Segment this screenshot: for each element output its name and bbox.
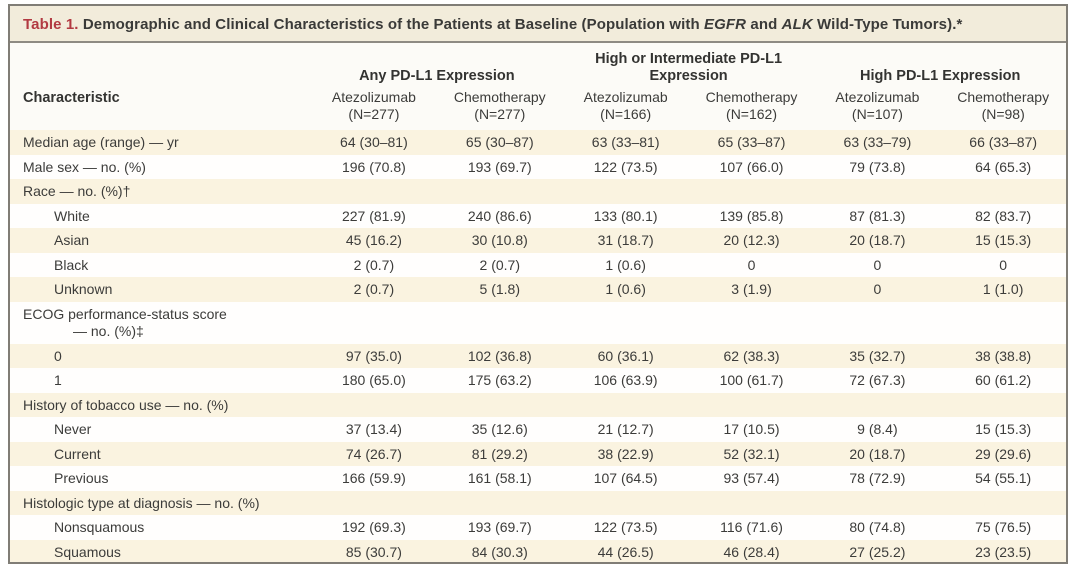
drug-name: Chemotherapy: [453, 89, 546, 105]
cell-value: 31 (18.7): [597, 232, 654, 248]
drug-name: Chemotherapy: [957, 89, 1050, 105]
cell-value: 75 (76.5): [975, 519, 1032, 535]
subcol-header-chemotherapy-high-intermediate: [689, 87, 815, 130]
table-row: [10, 277, 1066, 302]
row-label: Asian: [54, 232, 90, 248]
cell-value: 5 (1.8): [479, 281, 520, 297]
subcol-header-atezolizumab-high: [814, 87, 940, 130]
cell-value: 81 (29.2): [471, 445, 528, 462]
table-row: [10, 130, 1066, 155]
cell-value: 64 (30–81): [340, 134, 408, 150]
cell-value: 2 (0.7): [353, 256, 395, 273]
cell-value: 82 (83.7): [975, 207, 1032, 224]
row-label: Never: [54, 421, 92, 437]
cell-value: 139 (85.8): [719, 207, 784, 224]
cell-value: 122 (73.5): [593, 158, 658, 175]
sample-size: (N=166): [600, 106, 652, 122]
row-label: Male sex — no. (%): [23, 158, 146, 175]
cell-value: 79 (73.8): [849, 158, 906, 175]
cell-value: 35 (32.7): [849, 347, 906, 364]
table-row: [10, 466, 1066, 491]
cell-value: 66 (33–87): [969, 134, 1038, 150]
table-title-text-1: Demographic and Clinical Characteristics of the Patients at Baseline (Population with: [78, 16, 705, 33]
cell-value: 78 (72.9): [849, 470, 906, 486]
cell-value: 166 (59.9): [341, 470, 406, 486]
cell-value: 193 (69.7): [467, 158, 532, 175]
table-frame: [8, 4, 1068, 564]
row-label: Squamous: [54, 543, 121, 560]
cell-value: 38 (22.9): [597, 445, 654, 462]
drug-name: Atezolizumab: [583, 89, 668, 105]
subcol-header-chemotherapy-high: [940, 87, 1066, 130]
table-row: [10, 368, 1066, 393]
cell-value: 102 (36.8): [467, 347, 532, 364]
cell-value: 64 (65.3): [975, 158, 1032, 175]
cell-value: 63 (33–79): [843, 134, 912, 150]
section-header-row: [10, 179, 1066, 204]
cell-value: 45 (16.2): [345, 232, 402, 248]
cell-value: 192 (69.3): [341, 519, 406, 535]
section-header-row: [10, 393, 1066, 418]
cell-value: 2 (0.7): [479, 256, 520, 273]
cell-value: 0: [999, 256, 1008, 273]
sample-size: (N=107): [851, 106, 903, 122]
cell-value: 52 (32.1): [723, 445, 780, 462]
cell-value: 72 (67.3): [849, 372, 906, 388]
cell-value: 106 (63.9): [593, 372, 658, 388]
cell-value: 23 (23.5): [975, 543, 1032, 560]
table-row: [10, 155, 1066, 180]
cell-value: 175 (63.2): [467, 372, 532, 388]
cell-value: 46 (28.4): [723, 543, 780, 560]
drug-name: Chemotherapy: [705, 89, 798, 105]
subcol-header-chemotherapy-any: [437, 87, 563, 130]
cell-value: 1 (0.6): [605, 256, 646, 273]
table-row: [10, 442, 1066, 467]
cell-value: 80 (74.8): [849, 519, 906, 535]
row-label: Nonsquamous: [54, 519, 145, 535]
cell-value: 20 (18.7): [849, 445, 906, 462]
cell-value: 37 (13.4): [345, 421, 402, 437]
row-label: Previous: [54, 470, 109, 486]
section-header-row: [10, 491, 1066, 516]
table-number-label: Table 1.: [23, 16, 79, 33]
row-label: Race — no. (%)†: [23, 183, 131, 199]
cell-value: 63 (33–81): [591, 134, 660, 150]
cell-value: 27 (25.2): [849, 543, 906, 560]
cell-value: 44 (26.5): [597, 543, 654, 560]
row-label: Current: [54, 445, 101, 462]
cell-value: 65 (30–87): [465, 134, 534, 150]
row-label: 1: [54, 372, 62, 388]
cell-value: 196 (70.8): [341, 158, 406, 175]
gene-alk-label: ALK: [781, 16, 813, 33]
table-title-text-2: and: [746, 16, 782, 33]
cell-value: 161 (58.1): [467, 470, 532, 486]
table-row: [10, 253, 1066, 278]
table-row: [10, 228, 1066, 253]
table-header: [10, 43, 1066, 130]
cell-value: 20 (12.3): [723, 232, 780, 248]
table-row: [10, 515, 1066, 540]
cell-value: 107 (66.0): [719, 158, 784, 175]
sample-size: (N=98): [981, 106, 1025, 122]
sample-size: (N=277): [474, 106, 526, 122]
cell-value: 30 (10.8): [471, 232, 528, 248]
row-label: History of tobacco use — no. (%): [23, 396, 229, 413]
characteristics-table: [10, 43, 1066, 564]
table-row: [10, 204, 1066, 229]
cell-value: 38 (38.8): [975, 347, 1032, 364]
cell-value: 54 (55.1): [975, 470, 1032, 486]
characteristic-column-header: Characteristic: [23, 90, 120, 106]
subcol-header-atezolizumab-high-intermediate: [563, 87, 689, 130]
cell-value: 60 (36.1): [597, 347, 654, 364]
cell-value: 133 (80.1): [593, 207, 658, 224]
sample-size: (N=162): [726, 106, 777, 122]
cell-value: 35 (12.6): [471, 421, 528, 437]
drug-name: Atezolizumab: [331, 89, 416, 105]
cell-value: 84 (30.3): [471, 543, 528, 560]
group-header-any-pdl1: Any PD-L1 Expression: [359, 68, 515, 84]
gene-egfr-label: EGFR: [704, 16, 747, 33]
cell-value: 20 (18.7): [849, 232, 906, 248]
drug-name: Atezolizumab: [835, 89, 920, 105]
cell-value: 74 (26.7): [345, 445, 402, 462]
table-title-text-3: Wild-Type Tumors).*: [812, 16, 963, 33]
cell-value: 15 (15.3): [975, 232, 1032, 248]
group-header-high-pdl1: High PD-L1 Expression: [860, 68, 1021, 84]
cell-value: 17 (10.5): [723, 421, 780, 437]
cell-value: 240 (86.6): [467, 207, 532, 224]
subcol-header-atezolizumab-any: [311, 87, 437, 130]
cell-value: 87 (81.3): [849, 207, 906, 224]
cell-value: 9 (8.4): [857, 421, 898, 437]
cell-value: 180 (65.0): [341, 372, 406, 388]
cell-value: 97 (35.0): [345, 347, 402, 364]
cell-value: 122 (73.5): [593, 519, 658, 535]
table-title: [10, 6, 1066, 43]
cell-value: 1 (0.6): [605, 281, 646, 297]
cell-value: 93 (57.4): [723, 470, 780, 486]
sample-size: (N=277): [348, 106, 400, 122]
cell-value: 227 (81.9): [341, 207, 406, 224]
row-label: ECOG performance-status score — no. (%)‡: [23, 305, 227, 339]
cell-value: 0: [747, 256, 756, 273]
cell-value: 15 (15.3): [975, 421, 1032, 437]
row-label: 0: [54, 347, 62, 364]
cell-value: 2 (0.7): [353, 281, 395, 297]
cell-value: 193 (69.7): [467, 519, 532, 535]
cell-value: 107 (64.5): [593, 470, 658, 486]
group-header-high-intermediate-pdl1: High or Intermediate PD-L1 Expression: [595, 51, 783, 84]
cell-value: 29 (29.6): [975, 445, 1032, 462]
cell-value: 1 (1.0): [982, 281, 1024, 297]
cell-value: 116 (71.6): [720, 519, 783, 535]
cell-value: 0: [873, 281, 882, 297]
cell-value: 65 (33–87): [717, 134, 786, 150]
row-label: Unknown: [54, 281, 113, 297]
section-header-row: [10, 302, 1066, 344]
cell-value: 0: [873, 256, 882, 273]
cell-value: 100 (61.7): [719, 372, 784, 388]
cell-value: 3 (1.9): [731, 281, 772, 297]
cell-value: 85 (30.7): [345, 543, 402, 560]
cell-value: 62 (38.3): [723, 347, 780, 364]
table-body: [10, 130, 1066, 564]
table-row: [10, 540, 1066, 565]
table-row: [10, 417, 1066, 442]
row-label: White: [54, 207, 90, 224]
table-row: [10, 344, 1066, 369]
cell-value: 21 (12.7): [597, 421, 654, 437]
row-label: Median age (range) — yr: [23, 134, 179, 150]
cell-value: 60 (61.2): [975, 372, 1032, 388]
row-label: Histologic type at diagnosis — no. (%): [23, 494, 260, 511]
row-label: Black: [54, 256, 89, 273]
